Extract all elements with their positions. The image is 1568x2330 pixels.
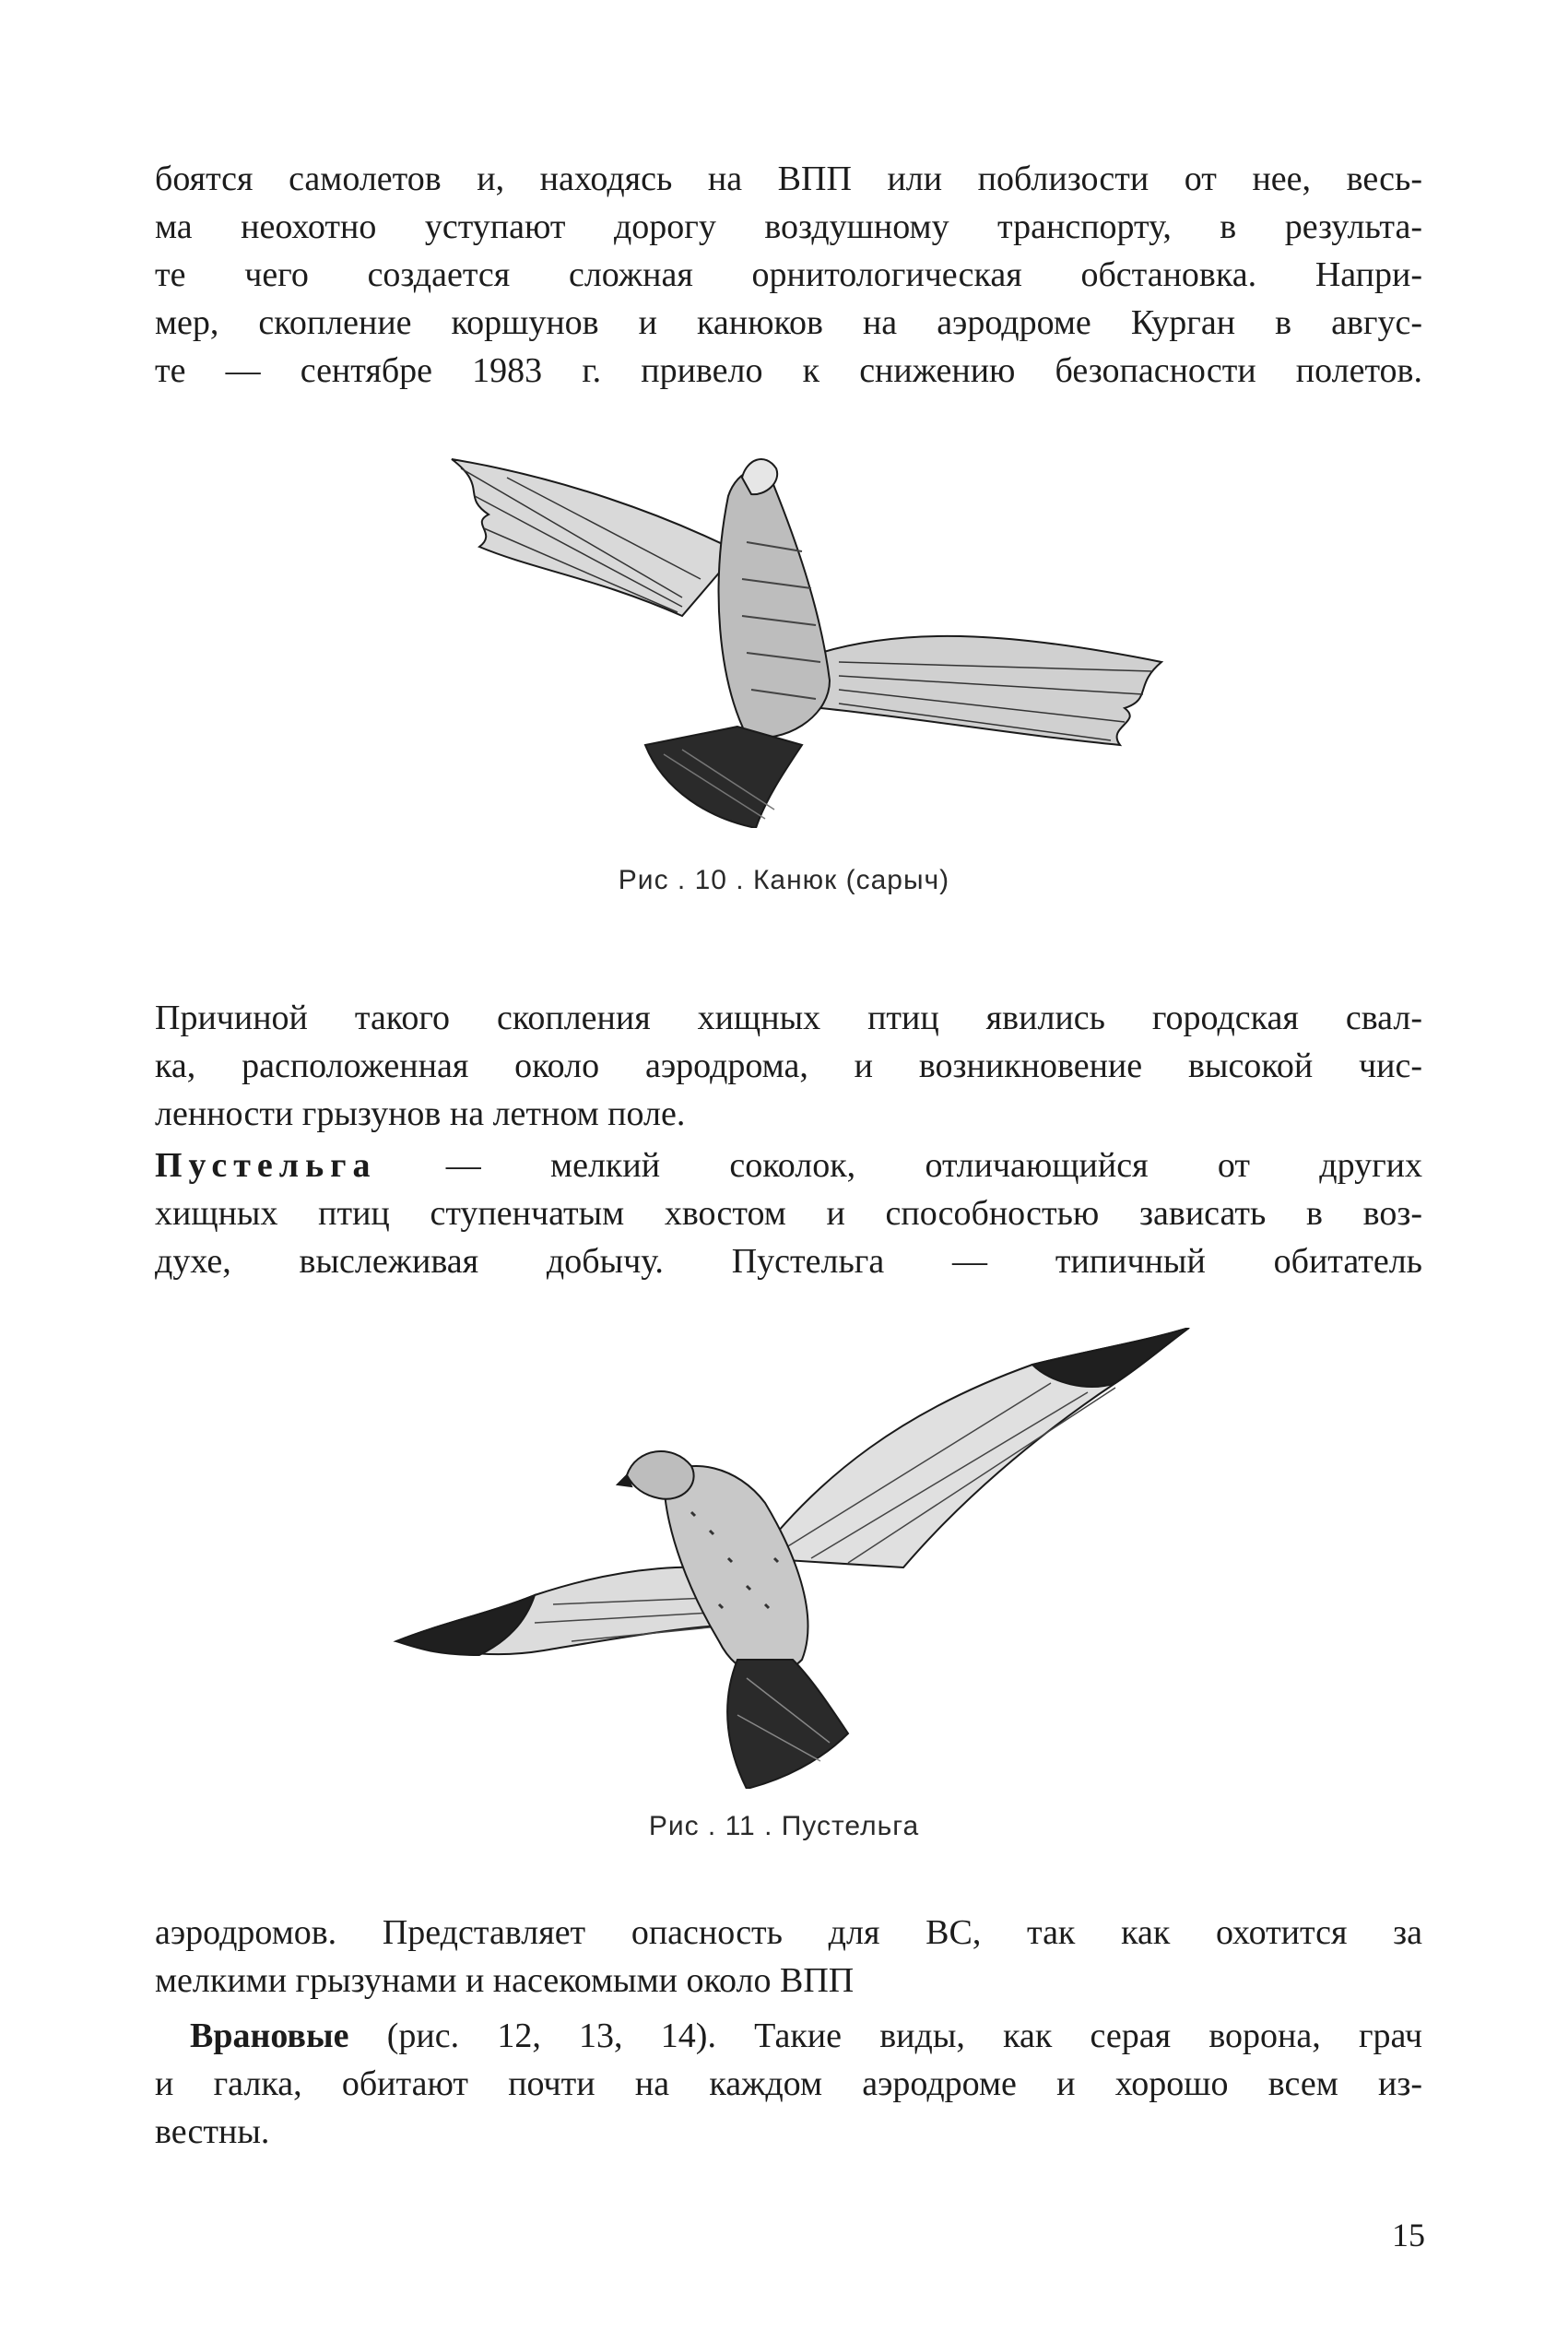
text-line: аэродромов. Представляет опасность для ВС, так как охотится за [155,1913,1422,1952]
text-line: хищных птиц ступенчатым хвостом и способностью зависать в воз- [155,1194,1422,1233]
text-line: вестны. [155,2112,270,2151]
term-corvids: Врановые [190,2017,349,2055]
text-line: боятся самолетов и, находясь на ВПП или поблизости от нее, весь- [155,160,1422,198]
text-fragment: (рис. 12, 13, 14). Такие виды, как серая ворона, грач [348,2017,1422,2055]
paragraph-kestrel [155,1141,1422,1285]
term-kestrel: Пустельга [155,1146,377,1185]
paragraph-kestrel-danger [155,1909,1422,2005]
text-line: те — сентябре 1983 г. привело к снижению безопасности полетов. [155,351,1422,390]
figure-11-caption: Рис . 11 . Пустельга [648,1811,920,1841]
text-line: мер, скопление коршунов и канюков на аэродроме Курган в авгус- [155,303,1422,342]
kestrel-illustration [387,1328,1198,1789]
text-line: духе, выслеживая добычу. Пустельга — типичный обитатель [155,1242,1422,1281]
text-fragment: — мелкий соколок, отличающийся от других [376,1146,1422,1185]
text-line: ленности грызунов на летном поле. [155,1094,686,1133]
text-line: те чего создается сложная орнитологическая обстановка. Напри- [155,255,1422,294]
text-line: мелкими грызунами и насекомыми около ВПП [155,1961,855,2000]
paragraph-aerodrome-birds [155,155,1422,395]
paragraph-corvids [155,2012,1422,2156]
text-line: ка, расположенная около аэродрома, и возникновение высокой чис- [155,1047,1422,1085]
text-line: и галка, обитают почти на каждом аэродроме и хорошо всем из- [155,2064,1422,2103]
text-line [155,1141,1422,1189]
text-line [155,2012,1422,2060]
paragraph-causes [155,994,1422,1138]
buzzard-illustration [433,441,1171,828]
page-number: 15 [1392,2217,1425,2253]
text-line: ма неохотно уступают дорогу воздушному транспорту, в результа- [155,207,1422,246]
figure-10-caption: Рис . 10 . Канюк (сарыч) [618,865,950,895]
text-line: Причиной такого скопления хищных птиц явились городская свал- [155,999,1422,1037]
